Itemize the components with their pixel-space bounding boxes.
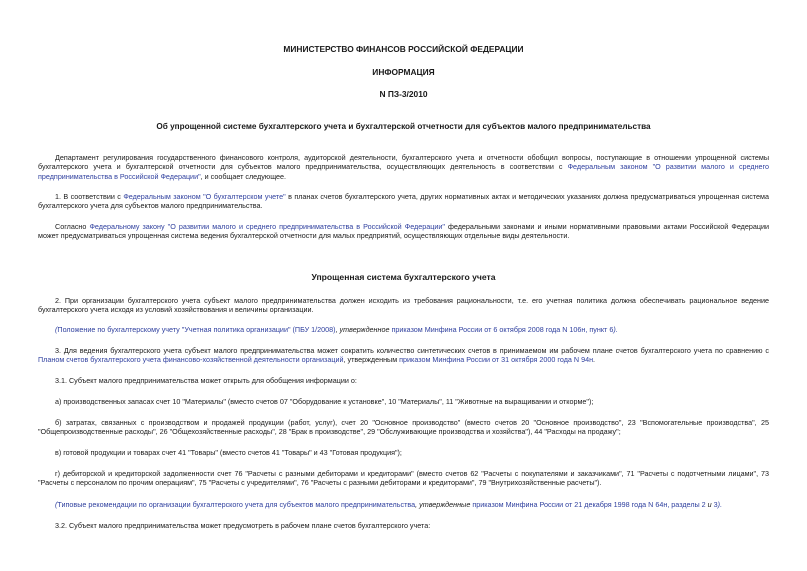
doc-title: Об упрощенной системе бухгалтерского учета и бухгалтерской отчетности для субъектов малого предпринимательства <box>156 122 651 131</box>
intro-paragraph-1 <box>38 153 769 181</box>
chart-of-accounts-link[interactable]: Планом счетов бухгалтерского учета финансово-хозяйственной деятельности организаций <box>38 355 344 365</box>
reference-1 <box>38 325 769 334</box>
doc-number: N ПЗ-3/2010 <box>379 89 428 99</box>
pbu-1-2008-link[interactable]: Положение по бухгалтерскому учету "Учетная политика организации" (ПБУ 1/2008) <box>57 325 336 334</box>
intro-p1-text-end: , и сообщает следующее. <box>200 171 287 181</box>
intro-paragraph-3 <box>38 222 769 241</box>
order-94n-link[interactable]: приказом Минфина России от 31 октября 2000 года N 94н <box>399 355 594 365</box>
s3-text-mid: , утвержденным <box>343 355 400 365</box>
ref2-close: ). <box>717 500 723 509</box>
s3-text-end: . <box>593 355 596 365</box>
typical-recommendations-link[interactable]: Типовые рекомендации по организации бухгалтерского учета для субъектов малого предпринимательства <box>57 500 416 509</box>
intro-p2-text-end: в планах счетов бухгалтерского учета, других нормативных актах и методических указаниях должна предусматриваться упрощенная система бухгалтерского учета для субъектов малого предпринимательства. <box>38 192 769 211</box>
ref2-and: и <box>705 500 714 509</box>
ref2-text: , утвержденные <box>415 500 473 509</box>
order-106n-link[interactable]: приказом Минфина России от 6 октября 2008 года N 106н, пункт 6 <box>391 325 614 334</box>
intro-p3-text: Согласно <box>55 222 90 231</box>
item-g: г) дебиторской и кредиторской задолженности счет 76 "Расчеты с разными дебиторами и кредиторами" (вместо счетов 62 "Расчеты с покупателями и заказчиками", 71 "Расчеты с подотчетными лицами", 73 "Расчеты с персоналом по прочим операциям", 75 "Расчеты с учредителями", 76 "Расчеты с разными дебиторами и кредиторами", 79 "Внутрихозяйственные расчеты"). <box>38 469 769 488</box>
section-heading: Упрощенная система бухгалтерского учета <box>311 272 496 282</box>
intro-p3-text-end: федеральными законами и иными нормативными правовыми актами Российской Федерации может предусматриваться упрощенная система ведения бухгалтерской отчетности для малых предприятий, осуществляющих отдельные виды деятельности. <box>38 222 769 241</box>
item-v: в) готовой продукции и товарах счет 41 "Товары" (вместо счетов 41 "Товары" и 43 "Готовая продукция"); <box>55 448 402 457</box>
section-paragraph-2: 2. При организации бухгалтерского учета субъект малого предпринимательства должен исходить из требования рациональности, т.е. его учетная политика должна обеспечивать рациональное ведение бухгалтерского учета исходя из условий хозяйствования и величины организации. <box>38 296 769 315</box>
item-b: б) затратах, связанных с производством и продажей продукции (работ, услуг), счет 20 "Основное производство" (вместо счетов 20 "Основное производство", 23 "Вспомогательные производства", 25 "Общепроизводственные расходы", 26 "Общехозяйственные расходы", 28 "Брак в производстве", 29 "Обслуживающие производства и хозяйства"), 44 "Расходы на продажу"; <box>38 418 769 437</box>
section-paragraph-3-1: 3.1. Субъект малого предпринимательства может открыть для обобщения информации о: <box>55 376 357 385</box>
doc-type-heading: ИНФОРМАЦИЯ <box>372 67 435 77</box>
intro-p2-text: 1. В соответствии с <box>55 192 124 201</box>
item-a: а) производственных запасах счет 10 "Материалы" (вместо счетов 07 "Оборудование к установке", 10 "Материалы", 11 "Животные на выращивании и откорме"); <box>55 397 594 406</box>
ref1-open: ( <box>55 325 58 334</box>
law-link-accounting[interactable]: Федеральным законом "О бухгалтерском учете" <box>123 192 286 201</box>
intro-p1-text: Департамент регулирования государственного финансового контроля, аудиторской деятельности, бухгалтерского учета и отчетности обобщил вопросы, поступающие в отношении упрощенной системы бухгалтерского учета и бухгалтерской отчетности для субъектов малого предпринимательства, осуществляющих деятельность в соответствии с <box>38 153 769 172</box>
ministry-heading: МИНИСТЕРСТВО ФИНАНСОВ РОССИЙСКОЙ ФЕДЕРАЦИИ <box>283 44 524 54</box>
section-paragraph-3 <box>38 346 769 365</box>
ref2-open: ( <box>55 500 58 509</box>
s3-text: 3. Для ведения бухгалтерского учета субъект малого предпринимательства может сократить количество синтетических счетов в принимаемом им рабочем плане счетов бухгалтерского учета по сравнению с <box>55 346 769 355</box>
law-link-smb-development[interactable]: Федеральным законом "О развитии малого и среднего предпринимательства в Российской Федерации" <box>38 162 769 181</box>
intro-paragraph-2 <box>38 192 769 211</box>
ref1-close: ). <box>613 325 618 334</box>
order-64n-link[interactable]: приказом Минфина России от 21 декабря 1998 года N 64н, разделы 2 <box>472 500 706 509</box>
law-link-smb-development-2[interactable]: Федеральному закону "О развитии малого и среднего предпринимательства в Российской Федерации" <box>89 222 445 231</box>
section-3-link[interactable]: 3 <box>713 500 718 509</box>
reference-2 <box>38 500 769 509</box>
ref1-text: , утвержденное <box>335 325 392 334</box>
section-paragraph-3-2: 3.2. Субъект малого предпринимательства может предусмотреть в рабочем плане счетов бухгалтерского учета: <box>55 521 431 530</box>
